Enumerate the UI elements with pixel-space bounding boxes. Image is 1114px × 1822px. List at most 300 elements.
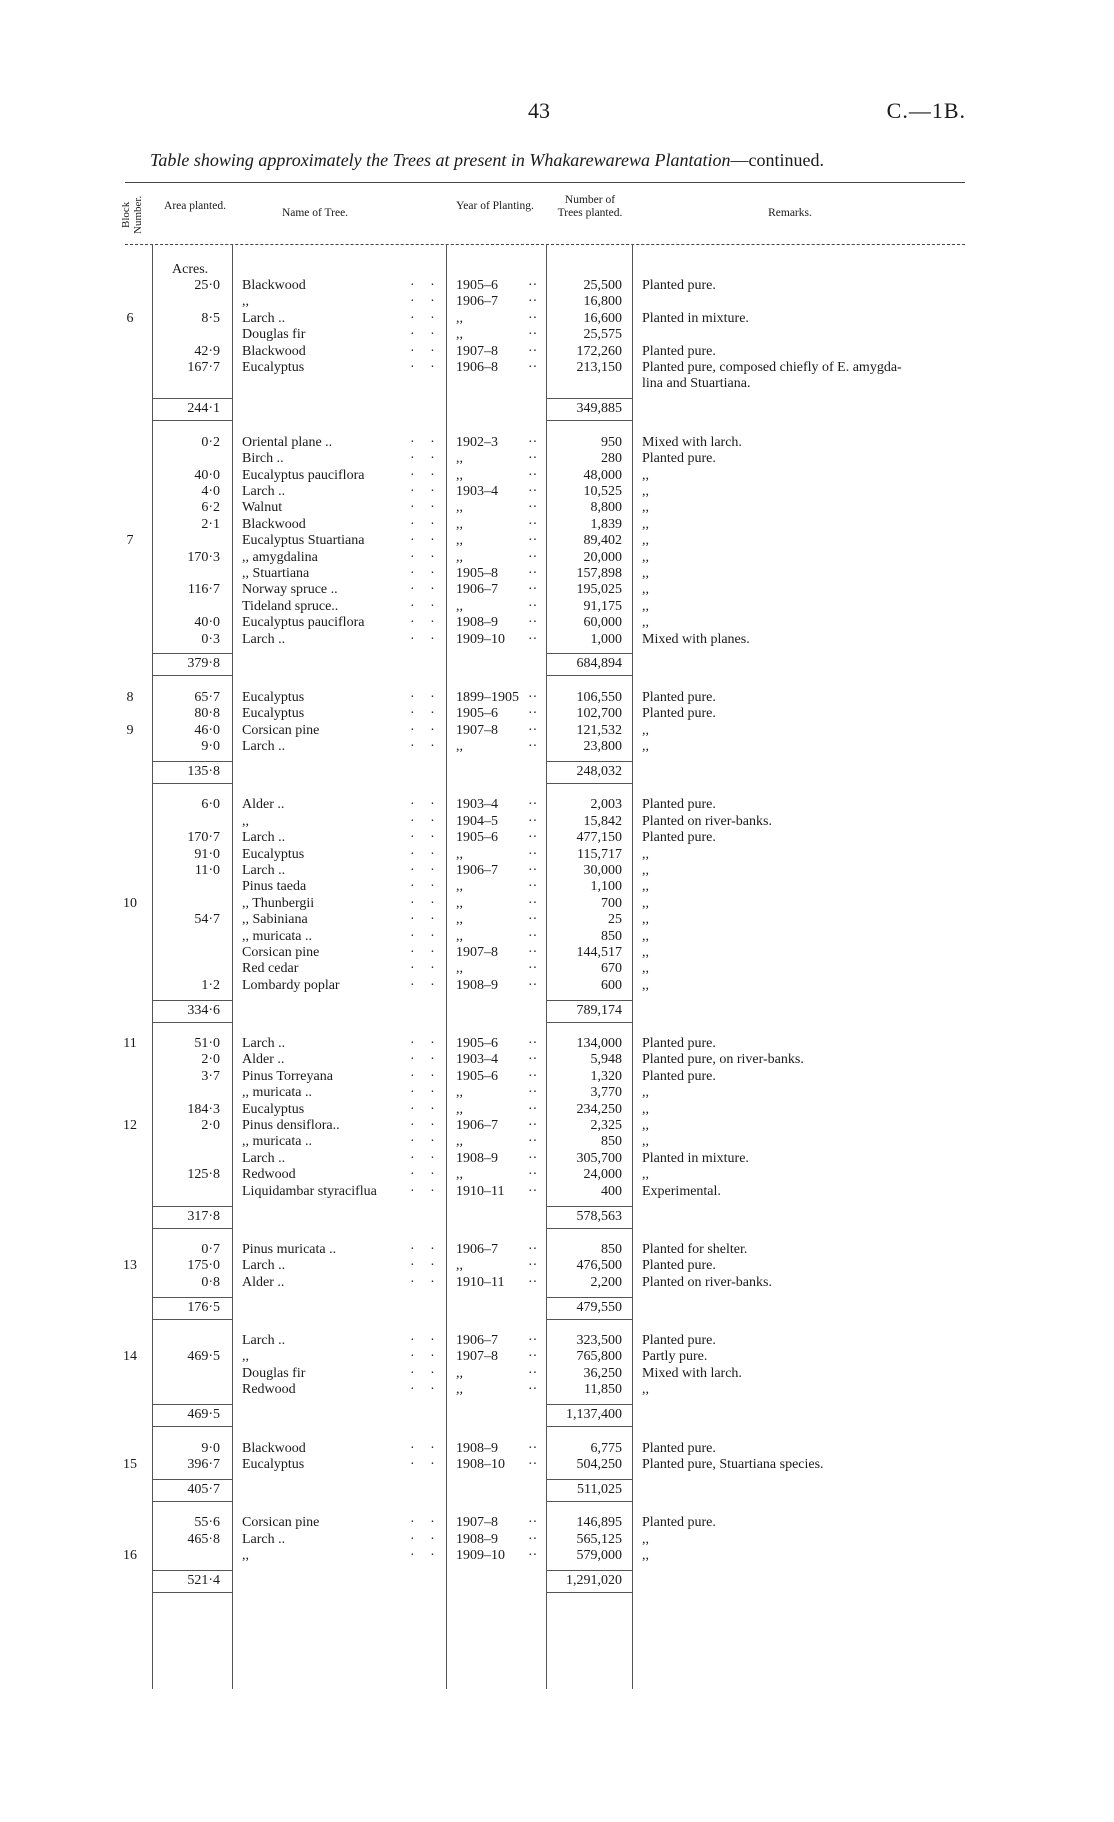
leader-dots: ·· [528, 310, 538, 326]
total-rule [546, 653, 632, 654]
leader-dots: · · [410, 294, 441, 310]
leader-dots: · · [410, 813, 441, 829]
table-row [0, 327, 1114, 343]
area-cell: 9·0 [201, 739, 220, 754]
leader-dots: · · [410, 1085, 441, 1101]
header-name: Name of Tree. [281, 207, 349, 219]
block-number: 15 [123, 1456, 137, 1472]
leader-dots: ·· [528, 278, 538, 293]
year-cell: ,, [456, 327, 463, 343]
total-row [0, 764, 1114, 780]
units-label: Acres. [172, 262, 209, 277]
remarks-cell: Planted on river-banks. [642, 813, 772, 829]
remarks-cell: Planted pure. [642, 343, 716, 359]
number-cell: 25 [608, 912, 622, 928]
total-rule [546, 420, 632, 421]
table-row [0, 376, 1114, 392]
table-row [0, 278, 1114, 294]
area-cell: 6·0 [201, 797, 220, 813]
leader-dots: ·· [528, 797, 538, 813]
leader-dots: ·· [528, 631, 538, 647]
area-cell: 25·0 [194, 278, 220, 293]
area-cell: 80·8 [194, 706, 220, 722]
tree-name-cell: Alder .. [242, 797, 285, 813]
table-row [0, 961, 1114, 977]
tree-name-cell: Alder .. [242, 1274, 285, 1290]
block-number: 16 [123, 1548, 137, 1563]
total-rule [152, 1426, 232, 1427]
tree-name-cell: Eucalyptus [242, 1456, 305, 1472]
remarks-cell: Planted in mixture. [642, 310, 749, 326]
year-cell: 1909–10 [456, 631, 505, 647]
remarks-cell: ,, [642, 912, 649, 928]
leader-dots: ·· [528, 1134, 538, 1150]
total-rule [152, 1592, 232, 1593]
number-cell: 2,200 [590, 1274, 622, 1290]
year-cell: ,, [456, 451, 463, 467]
table-row [0, 690, 1114, 706]
leader-dots: ·· [528, 1440, 538, 1456]
year-cell: 1906–8 [456, 360, 498, 375]
table-row [0, 739, 1114, 755]
tree-name-cell: Larch .. [242, 631, 286, 647]
year-cell: ,, [456, 549, 463, 565]
remarks-cell: Mixed with larch. [642, 434, 742, 450]
year-cell: ,, [456, 895, 463, 911]
area-cell: 6·2 [201, 500, 220, 516]
total-rule [152, 675, 232, 676]
year-cell: 1908–9 [456, 1150, 498, 1166]
year-cell: ,, [456, 961, 463, 977]
remarks-cell: ,, [642, 483, 649, 499]
tree-name-cell: Birch .. [242, 451, 284, 467]
tree-name-cell: ,, Stuartiana [242, 565, 310, 581]
leader-dots: · · [410, 944, 441, 960]
number-cell: 24,000 [583, 1167, 622, 1183]
total-rule [152, 1228, 232, 1229]
number-cell: 1,839 [590, 516, 622, 532]
leader-dots: · · [410, 1440, 441, 1456]
remarks-cell: Planted pure, Stuartiana species. [642, 1456, 824, 1472]
remarks-cell: Planted pure. [642, 1068, 716, 1084]
number-cell: 6,775 [590, 1440, 622, 1456]
total-number-cell: 511,025 [577, 1481, 622, 1497]
leader-dots: · · [410, 582, 441, 598]
tree-name-cell: Larch .. [242, 483, 286, 499]
total-number-cell: 248,032 [576, 763, 622, 779]
total-area-cell: 379·8 [187, 656, 220, 672]
leader-dots: · · [410, 434, 441, 450]
table-row [0, 517, 1114, 533]
table-row [0, 814, 1114, 830]
number-cell: 1,100 [590, 879, 622, 895]
leader-dots: · · [410, 598, 441, 614]
tree-name-cell: Eucalyptus [242, 846, 305, 862]
number-cell: 700 [601, 895, 622, 911]
table-row [0, 1258, 1114, 1274]
number-cell: 106,550 [576, 689, 622, 705]
total-rule [152, 1319, 232, 1320]
table-row [0, 1167, 1114, 1183]
remarks-cell: ,, [642, 598, 649, 614]
total-rule [152, 398, 232, 399]
leader-dots: · · [410, 1150, 441, 1166]
number-cell: 323,500 [576, 1333, 622, 1348]
number-cell: 670 [601, 961, 622, 977]
remarks-cell: Planted pure. [642, 830, 716, 846]
leader-dots: · · [410, 565, 441, 581]
leader-dots: · · [410, 1036, 441, 1051]
table-row [0, 863, 1114, 879]
table-row [0, 945, 1114, 961]
year-cell: ,, [456, 310, 463, 326]
area-cell: 54·7 [194, 912, 220, 928]
tree-name-cell: Douglas fir [242, 327, 306, 343]
tree-name-cell: Norway spruce .. [242, 582, 338, 598]
year-cell: 1905–6 [456, 1036, 498, 1051]
remarks-cell: Planted pure. [642, 1036, 716, 1051]
number-cell: 1,320 [590, 1068, 622, 1084]
leader-dots: · · [410, 1101, 441, 1117]
table-row [0, 1118, 1114, 1134]
area-cell: 4·0 [201, 483, 220, 499]
leader-dots: · · [410, 1382, 441, 1398]
leader-dots: · · [410, 846, 441, 862]
year-cell: 1910–11 [456, 1183, 505, 1199]
total-number-cell: 349,885 [576, 401, 622, 417]
year-cell: 1903–4 [456, 1052, 498, 1068]
year-cell: ,, [456, 928, 463, 944]
area-cell: 55·6 [194, 1515, 220, 1531]
total-rule [152, 783, 232, 784]
block-number: 7 [126, 533, 134, 549]
table-row [0, 435, 1114, 451]
remarks-cell: ,, [642, 1382, 649, 1398]
total-row [0, 656, 1114, 672]
remarks-cell: ,, [642, 1085, 649, 1101]
leader-dots: · · [410, 961, 441, 977]
year-cell: 1908–9 [456, 1440, 498, 1456]
area-cell: 175·0 [187, 1258, 220, 1274]
number-cell: 3,770 [590, 1085, 622, 1101]
block-number: 13 [123, 1258, 137, 1274]
leader-dots: · · [410, 895, 441, 911]
year-cell: ,, [456, 912, 463, 928]
leader-dots: ·· [528, 722, 538, 738]
leader-dots: · · [410, 343, 441, 359]
header-area: Area planted. [164, 200, 226, 212]
tree-name-cell: Walnut [242, 500, 283, 516]
number-cell: 8,800 [590, 500, 622, 516]
total-rule [152, 1022, 232, 1023]
year-cell: ,, [456, 879, 463, 895]
tree-name-cell: ,, Sabiniana [242, 912, 308, 928]
remarks-cell: Planted pure. [642, 797, 716, 813]
leader-dots: · · [410, 1052, 441, 1068]
area-cell: 0·7 [201, 1241, 220, 1257]
total-number-cell: 578,563 [576, 1208, 622, 1224]
leader-dots: · · [410, 500, 441, 516]
leader-dots: · · [410, 1456, 441, 1472]
table-row [0, 1052, 1114, 1068]
year-cell: ,, [456, 533, 463, 549]
leader-dots: · · [410, 278, 441, 293]
leader-dots: ·· [528, 343, 538, 359]
year-cell: 1907–8 [456, 1515, 498, 1531]
leader-dots: · · [410, 467, 441, 483]
number-cell: 172,260 [576, 343, 622, 359]
leader-dots: · · [410, 533, 441, 549]
area-cell: 116·7 [187, 582, 220, 598]
document-reference: C.—1B. [886, 98, 966, 123]
leader-dots: ·· [528, 1052, 538, 1068]
block-number: 11 [123, 1036, 137, 1051]
table-title-main: Table showing approximately the Trees at present in Whakarewarewa Plantation [150, 150, 731, 170]
leader-dots: · · [410, 1241, 441, 1257]
leader-dots: ·· [528, 1085, 538, 1101]
year-cell: ,, [456, 500, 463, 516]
leader-dots: · · [410, 1349, 441, 1365]
tree-name-cell: Larch .. [242, 1150, 286, 1166]
tree-name-cell: Pinus densiflora.. [242, 1118, 340, 1133]
block-number: 6 [126, 310, 134, 326]
remarks-cell: ,, [642, 895, 649, 911]
header-remarks: Remarks. [768, 207, 812, 219]
leader-dots: ·· [528, 1456, 538, 1472]
year-cell: ,, [456, 1085, 463, 1101]
leader-dots: ·· [528, 1150, 538, 1166]
leader-dots: · · [410, 1531, 441, 1547]
year-cell: 1902–3 [456, 434, 498, 450]
year-cell: 1910–11 [456, 1274, 505, 1290]
total-number-cell: 1,291,020 [566, 1572, 622, 1588]
leader-dots: · · [410, 862, 441, 878]
area-cell: 170·7 [187, 830, 220, 846]
table-row [0, 1151, 1114, 1167]
area-cell: 40·0 [194, 615, 220, 631]
table-row [0, 797, 1114, 813]
leader-dots: ·· [528, 1349, 538, 1365]
remarks-cell: ,, [642, 1548, 649, 1563]
leader-dots: · · [410, 310, 441, 326]
leader-dots: ·· [528, 977, 538, 993]
total-rule [546, 1426, 632, 1427]
leader-dots: · · [410, 327, 441, 343]
leader-dots: · · [410, 549, 441, 565]
number-cell: 121,532 [576, 722, 622, 738]
table-row [0, 566, 1114, 582]
leader-dots: · · [410, 977, 441, 993]
tree-name-cell: Corsican pine [242, 722, 320, 738]
leader-dots: · · [410, 1258, 441, 1274]
tree-name-cell: Eucalyptus [242, 1101, 305, 1117]
year-cell: 1907–8 [456, 722, 498, 738]
leader-dots: · · [410, 912, 441, 928]
year-cell: 1905–6 [456, 278, 498, 293]
tree-name-cell: Alder .. [242, 1052, 285, 1068]
number-cell: 11,850 [584, 1382, 622, 1398]
year-cell: 1907–8 [456, 944, 498, 960]
tree-name-cell: Pinus taeda [242, 879, 307, 895]
total-area-cell: 135·8 [187, 763, 220, 779]
total-area-cell: 405·7 [187, 1481, 220, 1497]
leader-dots: ·· [528, 1365, 538, 1381]
total-row [0, 1407, 1114, 1423]
tree-name-cell: Tideland spruce.. [242, 598, 339, 614]
leader-dots: ·· [528, 961, 538, 977]
area-cell: 1·2 [201, 977, 220, 993]
table-row [0, 484, 1114, 500]
remarks-cell: ,, [642, 500, 649, 516]
total-number-cell: 1,137,400 [566, 1407, 622, 1423]
tree-name-cell: Blackwood [242, 343, 306, 359]
number-cell: 157,898 [576, 565, 622, 581]
remarks-cell: ,, [642, 977, 649, 993]
remarks-cell: Planted pure. [642, 278, 716, 293]
table-row [0, 599, 1114, 615]
tree-name-cell: ,, [242, 1548, 249, 1563]
tree-name-cell: Douglas fir [242, 1365, 306, 1381]
tree-name-cell: ,, [242, 1349, 249, 1365]
leader-dots: ·· [528, 1183, 538, 1199]
year-cell: 1906–7 [456, 294, 498, 310]
leader-dots: ·· [528, 739, 538, 754]
leader-dots: ·· [528, 1258, 538, 1274]
remarks-cell: lina and Stuartiana. [642, 376, 751, 392]
year-cell: 1903–4 [456, 483, 498, 499]
total-area-cell: 244·1 [187, 401, 220, 417]
remarks-cell: Planted pure. [642, 451, 716, 467]
remarks-cell: Planted for shelter. [642, 1241, 748, 1257]
table-row [0, 1382, 1114, 1398]
year-cell: 1908–9 [456, 977, 498, 993]
area-cell: 170·3 [187, 549, 220, 565]
year-cell: ,, [456, 516, 463, 532]
leader-dots: ·· [528, 706, 538, 722]
total-area-cell: 334·6 [187, 1002, 220, 1018]
tree-name-cell: Larch .. [242, 1333, 286, 1348]
tree-name-cell: Eucalyptus pauciflora [242, 467, 365, 483]
tree-name-cell: ,, [242, 813, 249, 829]
number-cell: 2,325 [590, 1118, 622, 1133]
tree-name-cell: Eucalyptus [242, 360, 305, 375]
table-row [0, 533, 1114, 549]
area-cell: 46·0 [194, 722, 220, 738]
year-cell: 1899–1905 [456, 689, 519, 705]
number-cell: 504,250 [576, 1456, 622, 1472]
leader-dots: · · [410, 516, 441, 532]
remarks-cell: ,, [642, 516, 649, 532]
table-row [0, 978, 1114, 994]
remarks-cell: ,, [642, 582, 649, 598]
area-cell: 0·3 [201, 631, 220, 647]
total-rule [546, 1404, 632, 1405]
remarks-cell: Planted on river-banks. [642, 1274, 772, 1290]
tree-name-cell: Blackwood [242, 516, 306, 532]
leader-dots: ·· [528, 582, 538, 598]
total-row [0, 1003, 1114, 1019]
number-cell: 850 [601, 928, 622, 944]
number-cell: 400 [601, 1183, 622, 1199]
tree-name-cell: Larch .. [242, 739, 286, 754]
remarks-cell: Planted pure. [642, 1258, 716, 1274]
table-row [0, 830, 1114, 846]
leader-dots: ·· [528, 846, 538, 862]
area-cell: 3·7 [201, 1068, 220, 1084]
number-cell: 15,842 [583, 813, 622, 829]
total-row [0, 1482, 1114, 1498]
year-cell: 1906–7 [456, 1241, 498, 1257]
total-rule [152, 1570, 232, 1571]
table-row [0, 1515, 1114, 1531]
leader-dots: · · [410, 1365, 441, 1381]
remarks-cell: Experimental. [642, 1183, 721, 1199]
number-cell: 25,575 [583, 327, 622, 343]
total-rule [546, 761, 632, 762]
leader-dots: · · [410, 360, 441, 375]
table-row [0, 1242, 1114, 1258]
table-row [0, 1275, 1114, 1291]
remarks-cell: ,, [642, 1101, 649, 1117]
year-cell: ,, [456, 1134, 463, 1150]
year-cell: 1906–7 [456, 1333, 498, 1348]
area-cell: 2·1 [201, 516, 220, 532]
tree-name-cell: Pinus Torreyana [242, 1068, 333, 1084]
leader-dots: ·· [528, 516, 538, 532]
total-row [0, 401, 1114, 417]
number-cell: 565,125 [576, 1531, 622, 1547]
remarks-cell: ,, [642, 846, 649, 862]
remarks-cell: ,, [642, 1167, 649, 1183]
page-number: 43 [528, 98, 550, 123]
table-row [0, 550, 1114, 566]
tree-name-cell: Larch .. [242, 830, 286, 846]
table-row [0, 1102, 1114, 1118]
year-cell: 1905–8 [456, 565, 498, 581]
tree-name-cell: Larch .. [242, 310, 286, 326]
block-number: 12 [123, 1118, 137, 1133]
total-rule [546, 1592, 632, 1593]
leader-dots: ·· [528, 549, 538, 565]
total-rule [152, 420, 232, 421]
header-number: Number of Trees planted. [557, 194, 623, 219]
leader-dots: · · [410, 1068, 441, 1084]
tree-name-cell: Pinus muricata .. [242, 1241, 337, 1257]
tree-name-cell: Redwood [242, 1167, 296, 1183]
table-row [0, 500, 1114, 516]
leader-dots: ·· [528, 689, 538, 705]
remarks-cell: Planted pure. [642, 689, 716, 705]
remarks-cell: Planted pure, on river-banks. [642, 1052, 804, 1068]
leader-dots: ·· [528, 451, 538, 467]
year-cell: ,, [456, 1258, 463, 1274]
remarks-cell: ,, [642, 549, 649, 565]
block-number: 10 [123, 895, 137, 911]
area-cell: 125·8 [187, 1167, 220, 1183]
total-number-cell: 684,894 [576, 656, 622, 672]
remarks-cell: ,, [642, 533, 649, 549]
leader-dots: ·· [528, 598, 538, 614]
table-row [0, 360, 1114, 376]
total-rule [546, 1501, 632, 1502]
number-cell: 5,948 [590, 1052, 622, 1068]
table-row [0, 1184, 1114, 1200]
total-rule [152, 1206, 232, 1207]
tree-name-cell: Red cedar [242, 961, 299, 977]
total-rule [546, 1319, 632, 1320]
table-title-suffix: —continued. [730, 150, 824, 170]
tree-name-cell: Larch .. [242, 1531, 286, 1547]
